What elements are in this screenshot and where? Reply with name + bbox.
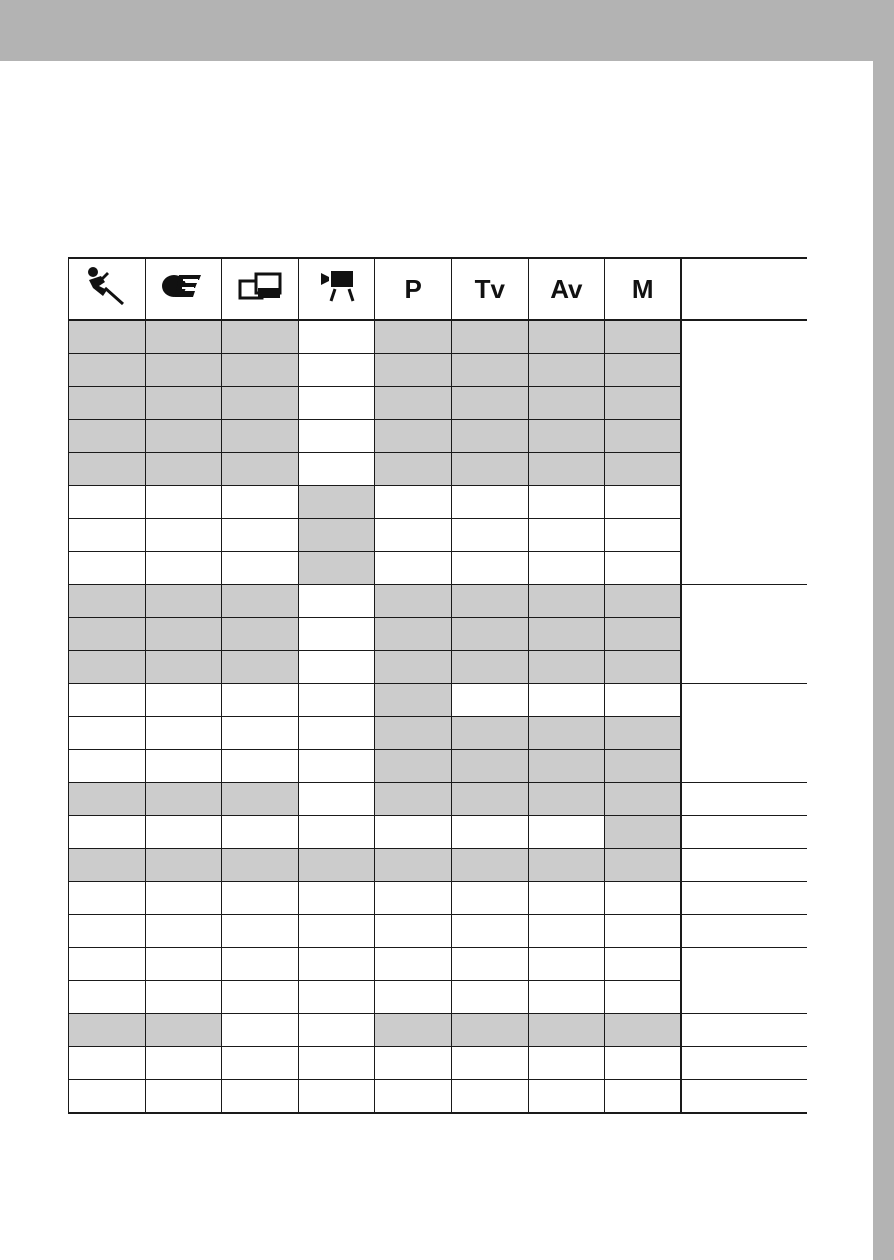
- cell-unavailable: [375, 816, 452, 849]
- cell-unavailable: [298, 981, 375, 1014]
- cell-available: [145, 651, 222, 684]
- page-header-bar: [0, 0, 894, 61]
- cell-available: [375, 585, 452, 618]
- cell-available: [69, 1014, 146, 1047]
- cell-unavailable: [451, 1080, 528, 1114]
- cell-unavailable: [222, 816, 299, 849]
- cell-available: [222, 618, 299, 651]
- cell-unavailable: [145, 552, 222, 585]
- cell-available: [222, 783, 299, 816]
- table-row: [69, 1047, 808, 1080]
- cell-unavailable: [69, 552, 146, 585]
- cell-unavailable: [145, 981, 222, 1014]
- cell-available: [222, 420, 299, 453]
- header-stitch-assist: [222, 258, 299, 320]
- cell-available: [528, 717, 605, 750]
- kids-pets-icon: [85, 266, 129, 313]
- cell-available: [222, 453, 299, 486]
- header-mode-p: P: [375, 258, 452, 320]
- cell-unavailable: [528, 882, 605, 915]
- cell-unavailable: [451, 684, 528, 717]
- cell-available: [145, 420, 222, 453]
- table-row: [69, 816, 808, 849]
- cell-available: [451, 320, 528, 354]
- cell-available: [451, 849, 528, 882]
- cell-unavailable: [375, 486, 452, 519]
- cell-available: [375, 354, 452, 387]
- header-mode-av: Av: [528, 258, 605, 320]
- cell-available: [528, 783, 605, 816]
- cell-unavailable: [528, 948, 605, 981]
- cell-available: [145, 783, 222, 816]
- cell-unavailable: [69, 948, 146, 981]
- cell-unavailable: [222, 981, 299, 1014]
- cell-available: [375, 618, 452, 651]
- cell-available: [375, 849, 452, 882]
- cell-available: [605, 618, 682, 651]
- cell-available: [605, 320, 682, 354]
- cell-available: [451, 783, 528, 816]
- cell-unavailable: [222, 717, 299, 750]
- cell-unavailable: [298, 948, 375, 981]
- cell-unavailable: [528, 1080, 605, 1114]
- cell-unavailable: [69, 816, 146, 849]
- cell-available: [451, 618, 528, 651]
- header-mode-tv: Tv: [451, 258, 528, 320]
- cell-unavailable: [451, 816, 528, 849]
- cell-available: [69, 320, 146, 354]
- cell-unavailable: [605, 519, 682, 552]
- cell-unavailable: [145, 1080, 222, 1114]
- cell-unavailable: [298, 1047, 375, 1080]
- cell-unavailable: [451, 915, 528, 948]
- cell-available: [451, 651, 528, 684]
- cell-unavailable: [69, 1080, 146, 1114]
- table-row: [69, 320, 808, 354]
- header-kids-pets: [69, 258, 146, 320]
- notes-cell: [681, 915, 807, 948]
- cell-available: [375, 651, 452, 684]
- cell-available: [222, 354, 299, 387]
- cell-unavailable: [528, 684, 605, 717]
- cell-unavailable: [298, 354, 375, 387]
- cell-available: [451, 717, 528, 750]
- cell-unavailable: [451, 948, 528, 981]
- cell-available: [528, 585, 605, 618]
- cell-unavailable: [145, 1047, 222, 1080]
- cell-unavailable: [528, 552, 605, 585]
- cell-unavailable: [145, 717, 222, 750]
- cell-unavailable: [145, 816, 222, 849]
- cell-available: [605, 420, 682, 453]
- cell-available: [451, 1014, 528, 1047]
- cell-unavailable: [528, 981, 605, 1014]
- cell-available: [375, 783, 452, 816]
- cell-available: [375, 684, 452, 717]
- cell-unavailable: [298, 816, 375, 849]
- cell-unavailable: [69, 750, 146, 783]
- cell-available: [145, 1014, 222, 1047]
- cell-unavailable: [145, 486, 222, 519]
- cell-unavailable: [69, 915, 146, 948]
- cell-available: [605, 816, 682, 849]
- cell-unavailable: [528, 486, 605, 519]
- notes-cell: [681, 1047, 807, 1080]
- cell-available: [298, 552, 375, 585]
- cell-available: [69, 420, 146, 453]
- cell-unavailable: [222, 684, 299, 717]
- cell-unavailable: [605, 486, 682, 519]
- cell-available: [69, 849, 146, 882]
- cell-unavailable: [298, 420, 375, 453]
- cell-available: [528, 750, 605, 783]
- cell-available: [528, 1014, 605, 1047]
- cell-unavailable: [375, 1080, 452, 1114]
- cell-available: [528, 453, 605, 486]
- cell-unavailable: [298, 717, 375, 750]
- cell-unavailable: [222, 915, 299, 948]
- cell-available: [528, 387, 605, 420]
- cell-available: [528, 651, 605, 684]
- cell-available: [69, 387, 146, 420]
- cell-available: [375, 453, 452, 486]
- cell-unavailable: [298, 882, 375, 915]
- cell-available: [145, 320, 222, 354]
- notes-cell: [681, 882, 807, 915]
- cell-unavailable: [605, 981, 682, 1014]
- cell-unavailable: [375, 552, 452, 585]
- cell-unavailable: [222, 1014, 299, 1047]
- cell-unavailable: [451, 981, 528, 1014]
- notes-cell: [681, 948, 807, 1014]
- notes-cell: [681, 783, 807, 816]
- stitch-assist-icon: [238, 271, 282, 308]
- cell-unavailable: [145, 948, 222, 981]
- cell-available: [451, 750, 528, 783]
- cell-available: [605, 387, 682, 420]
- cell-available: [528, 618, 605, 651]
- cell-unavailable: [298, 651, 375, 684]
- cell-available: [69, 585, 146, 618]
- cell-unavailable: [451, 882, 528, 915]
- cell-available: [605, 453, 682, 486]
- cell-unavailable: [222, 882, 299, 915]
- cell-unavailable: [298, 320, 375, 354]
- cell-unavailable: [298, 453, 375, 486]
- table-row: [69, 915, 808, 948]
- table-row: [69, 849, 808, 882]
- cell-unavailable: [605, 552, 682, 585]
- cell-unavailable: [222, 486, 299, 519]
- cell-available: [528, 320, 605, 354]
- cell-unavailable: [375, 915, 452, 948]
- cell-unavailable: [605, 684, 682, 717]
- table-row: [69, 684, 808, 717]
- cell-unavailable: [298, 1014, 375, 1047]
- header-notes: [681, 258, 807, 320]
- cell-unavailable: [605, 1047, 682, 1080]
- cell-available: [605, 750, 682, 783]
- cell-unavailable: [605, 948, 682, 981]
- cell-unavailable: [298, 387, 375, 420]
- cell-available: [451, 420, 528, 453]
- page-side-tab: [873, 61, 894, 1260]
- cell-unavailable: [222, 552, 299, 585]
- cell-available: [145, 354, 222, 387]
- cell-available: [145, 849, 222, 882]
- table-row: [69, 1014, 808, 1047]
- cell-available: [375, 387, 452, 420]
- cell-available: [298, 519, 375, 552]
- indoor-icon: [161, 272, 205, 307]
- cell-available: [605, 585, 682, 618]
- cell-unavailable: [451, 486, 528, 519]
- cell-available: [451, 354, 528, 387]
- cell-unavailable: [145, 519, 222, 552]
- cell-available: [451, 453, 528, 486]
- cell-unavailable: [528, 519, 605, 552]
- cell-available: [222, 651, 299, 684]
- cell-unavailable: [375, 882, 452, 915]
- cell-unavailable: [145, 684, 222, 717]
- cell-available: [69, 618, 146, 651]
- cell-unavailable: [69, 684, 146, 717]
- cell-unavailable: [222, 1080, 299, 1114]
- table-row: [69, 585, 808, 618]
- cell-available: [69, 453, 146, 486]
- cell-unavailable: [451, 552, 528, 585]
- cell-available: [69, 651, 146, 684]
- cell-unavailable: [605, 1080, 682, 1114]
- cell-available: [145, 618, 222, 651]
- cell-unavailable: [375, 1047, 452, 1080]
- cell-unavailable: [145, 750, 222, 783]
- cell-available: [375, 420, 452, 453]
- cell-available: [145, 453, 222, 486]
- cell-unavailable: [528, 915, 605, 948]
- table-row: [69, 783, 808, 816]
- header-movie: [298, 258, 375, 320]
- cell-unavailable: [69, 519, 146, 552]
- notes-cell: [681, 1014, 807, 1047]
- cell-available: [605, 849, 682, 882]
- cell-unavailable: [69, 882, 146, 915]
- table-body: [69, 320, 808, 1113]
- function-availability-table: [68, 257, 807, 1114]
- notes-cell: [681, 585, 807, 684]
- cell-unavailable: [69, 486, 146, 519]
- cell-available: [605, 354, 682, 387]
- cell-unavailable: [605, 915, 682, 948]
- header-row: [69, 258, 808, 320]
- cell-unavailable: [69, 981, 146, 1014]
- cell-available: [222, 387, 299, 420]
- cell-available: [375, 1014, 452, 1047]
- cell-unavailable: [222, 1047, 299, 1080]
- cell-available: [222, 320, 299, 354]
- cell-available: [375, 750, 452, 783]
- header-indoor: [145, 258, 222, 320]
- cell-unavailable: [375, 948, 452, 981]
- cell-available: [451, 387, 528, 420]
- cell-available: [298, 849, 375, 882]
- movie-icon: [319, 269, 355, 310]
- cell-available: [145, 387, 222, 420]
- cell-available: [375, 717, 452, 750]
- cell-unavailable: [375, 519, 452, 552]
- cell-unavailable: [222, 750, 299, 783]
- cell-unavailable: [298, 1080, 375, 1114]
- cell-available: [605, 1014, 682, 1047]
- cell-available: [451, 585, 528, 618]
- cell-unavailable: [69, 717, 146, 750]
- cell-unavailable: [145, 915, 222, 948]
- cell-unavailable: [298, 684, 375, 717]
- cell-available: [222, 585, 299, 618]
- cell-unavailable: [528, 816, 605, 849]
- cell-available: [605, 717, 682, 750]
- cell-unavailable: [298, 585, 375, 618]
- cell-unavailable: [298, 783, 375, 816]
- cell-unavailable: [605, 882, 682, 915]
- cell-available: [145, 585, 222, 618]
- cell-unavailable: [451, 519, 528, 552]
- notes-cell: [681, 684, 807, 783]
- table-row: [69, 948, 808, 981]
- cell-unavailable: [69, 1047, 146, 1080]
- cell-unavailable: [298, 618, 375, 651]
- table-row: [69, 1080, 808, 1114]
- cell-unavailable: [298, 750, 375, 783]
- cell-available: [605, 783, 682, 816]
- cell-unavailable: [451, 1047, 528, 1080]
- cell-available: [528, 420, 605, 453]
- notes-cell: [681, 816, 807, 849]
- cell-unavailable: [298, 915, 375, 948]
- notes-cell: [681, 1080, 807, 1114]
- cell-available: [298, 486, 375, 519]
- cell-available: [528, 354, 605, 387]
- cell-unavailable: [145, 882, 222, 915]
- cell-unavailable: [528, 1047, 605, 1080]
- cell-available: [69, 783, 146, 816]
- cell-available: [605, 651, 682, 684]
- cell-unavailable: [222, 948, 299, 981]
- cell-unavailable: [375, 981, 452, 1014]
- cell-available: [69, 354, 146, 387]
- notes-cell: [681, 849, 807, 882]
- cell-available: [528, 849, 605, 882]
- cell-available: [222, 849, 299, 882]
- cell-available: [375, 320, 452, 354]
- table-row: [69, 882, 808, 915]
- notes-cell: [681, 320, 807, 585]
- cell-unavailable: [222, 519, 299, 552]
- header-mode-m: M: [605, 258, 682, 320]
